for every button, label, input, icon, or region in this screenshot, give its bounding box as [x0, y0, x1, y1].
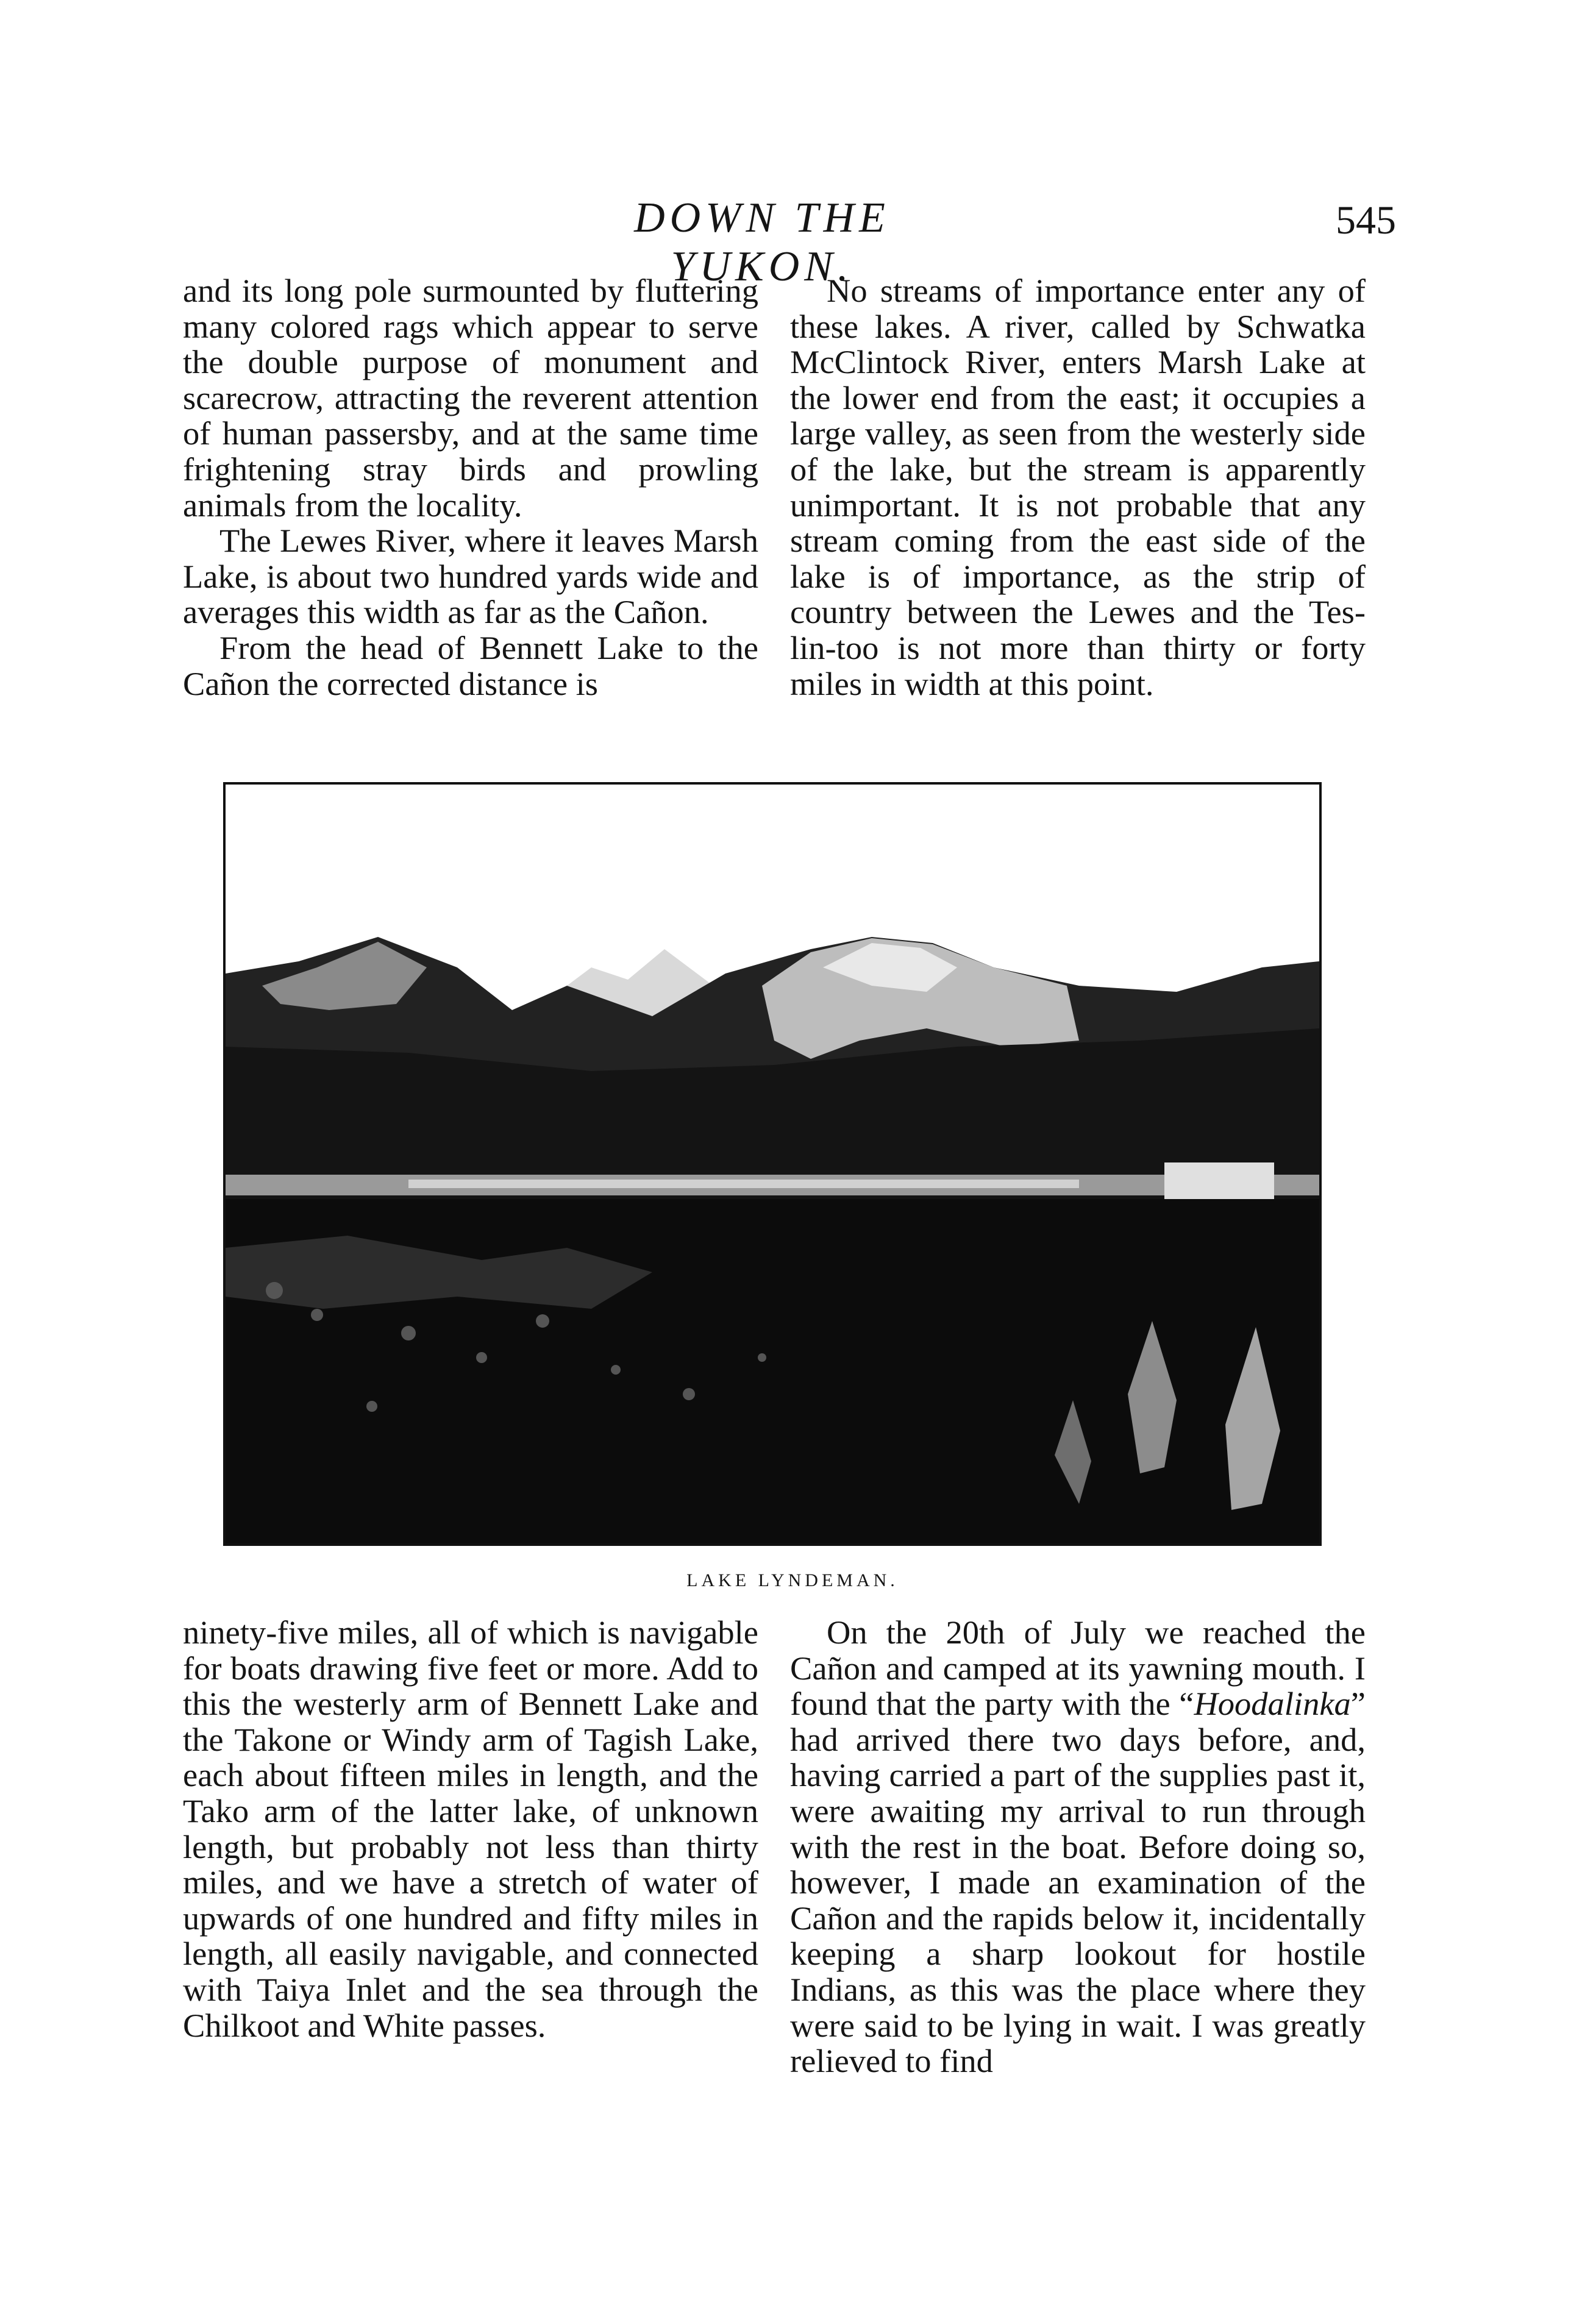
lake-photograph-image [226, 785, 1319, 1543]
text-run: On the 20th of July we reached the Cañon and camped at its yawning mouth. I found that the party with the “ [790, 1614, 1366, 1723]
paragraph: No streams of importance enter any of these lakes. A river, called by Schwatka McClintock River, enters Marsh Lake at the lower end from the east; it occupies a large valley, as seen from the westerly side of the lake, but the stream is apparently unimportant. It is not probable that any stream coming from the east side of the lake is of importance, as the strip of country between the Lewes and the Tes-lin-too is not more than thirty or forty miles in width at this point. [790, 272, 1366, 702]
paragraph: The Lewes River, where it leaves Marsh Lake, is about two hundred yards wide and averages this width as far as the Cañon. [183, 522, 758, 631]
paragraph: and its long pole surmounted by fluttering many colored rags which appear to serve the double purpose of monument and scarecrow, attracting the reverent attention of human passersby, and at the same time frightening stray birds and prowling animals from the locality. [183, 272, 758, 524]
plate-caption: LAKE LYNDEMAN. [686, 1570, 899, 1590]
running-title: DOWN THE YUKON. [634, 194, 890, 290]
paragraph: ninety-five miles, all of which is navigable for boats drawing five feet or more. Add to this the westerly arm of Bennett Lake and the Takone or Windy arm of Tagish Lake, each about fifteen miles in length, and the Tako arm of the latter lake, of unknown length, but probably not less than thirty miles, and we have a stretch of water of upwards of one hundred and fifty miles in length, all easily navigable, and connected with Taiya Inlet and the sea through the Chilkoot and White passes. [183, 1614, 758, 2044]
paragraph: From the head of Bennett Lake to the Cañon the corrected distance is [183, 628, 758, 702]
text-run: ” had arrived there two days before, and, having carried a part of the supplies past it, were awaiting my arrival to run through with the rest in the boat. Before doing so, however, I made an examination of the Cañon and the rapids below it, incidentally keeping a sharp lookout for hostile Indians, as this was the place where they were said to be lying in wait. I was greatly relieved to find [790, 1685, 1366, 2080]
page-number: 545 [1336, 198, 1396, 243]
text-column-top-left [183, 273, 758, 702]
paragraph [790, 1615, 1366, 2079]
lake-photograph [223, 782, 1322, 1546]
text-column-bottom-right [790, 1615, 1366, 2079]
text-column-bottom-left [183, 1615, 758, 2043]
text-column-top-right [790, 273, 1366, 702]
boat-name-italic: Hoodalinka [1194, 1685, 1351, 1723]
